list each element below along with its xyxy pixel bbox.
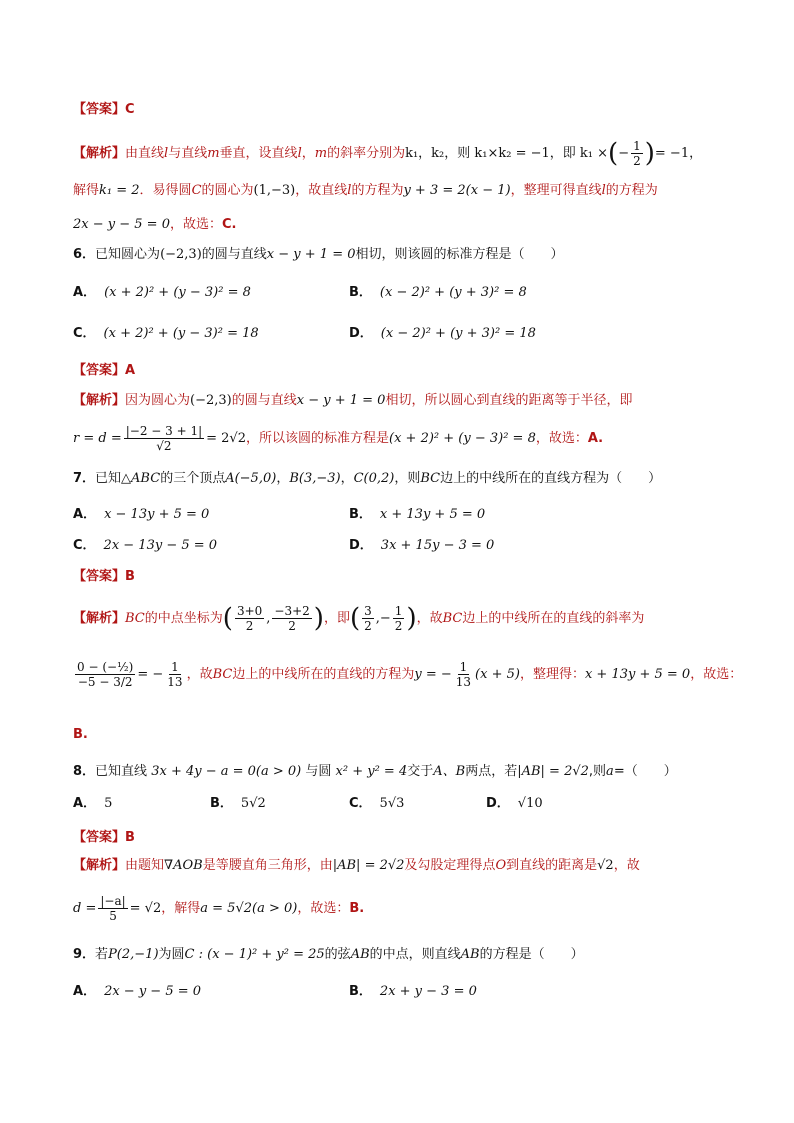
q7-analysis-line-2: $\frac{\text{0 − (−½)}}{-5 - 3/2}$ = − $\frac{1}{13}$ ，故BC边上的中线所在的直线的方程为y = − $\frac{1}{13}$ (x + 5)，整理得：x + 13y + 5 = 0，故选： bbox=[77, 660, 743, 689]
q7-option-b: B． x + 13y + 5 = 0 bbox=[349, 507, 486, 522]
question-number: 6． bbox=[73, 247, 96, 262]
q6-option-b: B． (x − 2)² + (y + 3)² = 8 bbox=[349, 285, 527, 300]
analysis-tag: 【解析】 bbox=[73, 146, 126, 161]
q6-stem: 6．已知圆心为(−2,3)的圆与直线x − y + 1 = 0相切，则该圆的标准方程是（ ） bbox=[73, 247, 564, 262]
q8-option-b: B． 5√2 bbox=[210, 796, 266, 811]
q7-answer-line: 【答案】B bbox=[73, 569, 135, 584]
fraction: $\frac{1}{2}$ bbox=[633, 139, 641, 168]
q8-option-c: C． 5√3 bbox=[349, 796, 405, 811]
q8-answer-line: 【答案】B bbox=[73, 830, 135, 845]
q5-analysis-line-3: 2x − y − 5 = 0，故选：C. bbox=[73, 217, 237, 232]
q7-analysis-line-3: B. bbox=[73, 727, 88, 742]
q7-analysis-line-1: 【解析】BC的中点坐标为( $\frac{3+0}{2}$ , $\frac{-3+2}{2}$ )，即( $\frac{3}{2}$ ,− $\frac{1}{2}$ )，故BC边上的中线所在的直线的斜率为 bbox=[73, 603, 645, 634]
q6-answer-line: 【答案】A bbox=[73, 363, 136, 378]
q8-analysis-line-1: 【解析】由题知∇AOB是等腰直角三角形，由|AB| = 2√2及勾股定理得点O到直线的距离是√2，故 bbox=[73, 858, 640, 873]
q6-option-a: A． (x + 2)² + (y − 3)² = 8 bbox=[73, 285, 251, 300]
q9-option-a: A． 2x − y − 5 = 0 bbox=[73, 984, 202, 999]
q7-option-c: C． 2x − 13y − 5 = 0 bbox=[73, 538, 218, 553]
q5-analysis-line-2: 解得k₁ = 2．易得圆C的圆心为(1,−3)，故直线l的方程为y + 3 = 2(x − 1)，整理可得直线l的方程为 bbox=[73, 183, 658, 198]
answer-value: C bbox=[125, 102, 135, 117]
q6-analysis-line-2: r = d = $\frac{|-2 - 3 + 1|}{√2}$ = 2√2，所以该圆的标准方程是(x + 2)² + (y − 3)² = 8，故选：A. bbox=[73, 424, 604, 453]
q8-option-d: D． √10 bbox=[486, 796, 543, 811]
q6-option-d: D． (x − 2)² + (y + 3)² = 18 bbox=[349, 326, 536, 341]
answer-tag: 【答案】 bbox=[73, 102, 126, 117]
q8-analysis-line-2: d = $\frac{|-a|}{5}$ = √2，解得a = 5√2(a > 0)，故选：B. bbox=[73, 894, 365, 923]
q8-option-a: A． 5 bbox=[73, 796, 113, 811]
q9-option-b: B． 2x + y − 3 = 0 bbox=[349, 984, 477, 999]
q7-option-a: A． x − 13y + 5 = 0 bbox=[73, 507, 210, 522]
q7-option-d: D． 3x + 15y − 3 = 0 bbox=[349, 538, 495, 553]
q9-stem: 9．若P(2,−1)为圆C : (x − 1)² + y² = 25的弦AB的中点，则直线AB的方程是（ ） bbox=[73, 947, 584, 962]
q5-answer-line bbox=[73, 100, 135, 120]
q6-analysis-line-1: 【解析】因为圆心为(−2,3)的圆与直线x − y + 1 = 0相切，所以圆心到直线的距离等于半径，即 bbox=[73, 393, 633, 408]
slope-fraction: $\frac{\text{0 − (−½)}}{-5 - 3/2}$ bbox=[77, 660, 134, 689]
q6-option-c: C． (x + 2)² + (y − 3)² = 18 bbox=[73, 326, 259, 341]
q5-analysis-line-1: 【解析】由直线l与直线m垂直，设直线l，m的斜率分别为k₁，k₂，则 k₁×k₂ = −1，即 k₁ ×(− $\frac{1}{2}$ )= −1， bbox=[73, 138, 703, 169]
q7-stem: 7．已知△ABC的三个顶点A(−5,0)，B(3,−3)，C(0,2)，则BC边上的中线所在的直线方程为（ ） bbox=[73, 471, 662, 486]
q8-stem: 8．已知直线 3x + 4y − a = 0(a > 0) 与圆 x² + y² = 4交于A、B两点，若|AB| = 2√2,则a=（ ） bbox=[73, 764, 677, 779]
fraction: $\frac{|-2 - 3 + 1|}{√2}$ bbox=[125, 424, 203, 453]
